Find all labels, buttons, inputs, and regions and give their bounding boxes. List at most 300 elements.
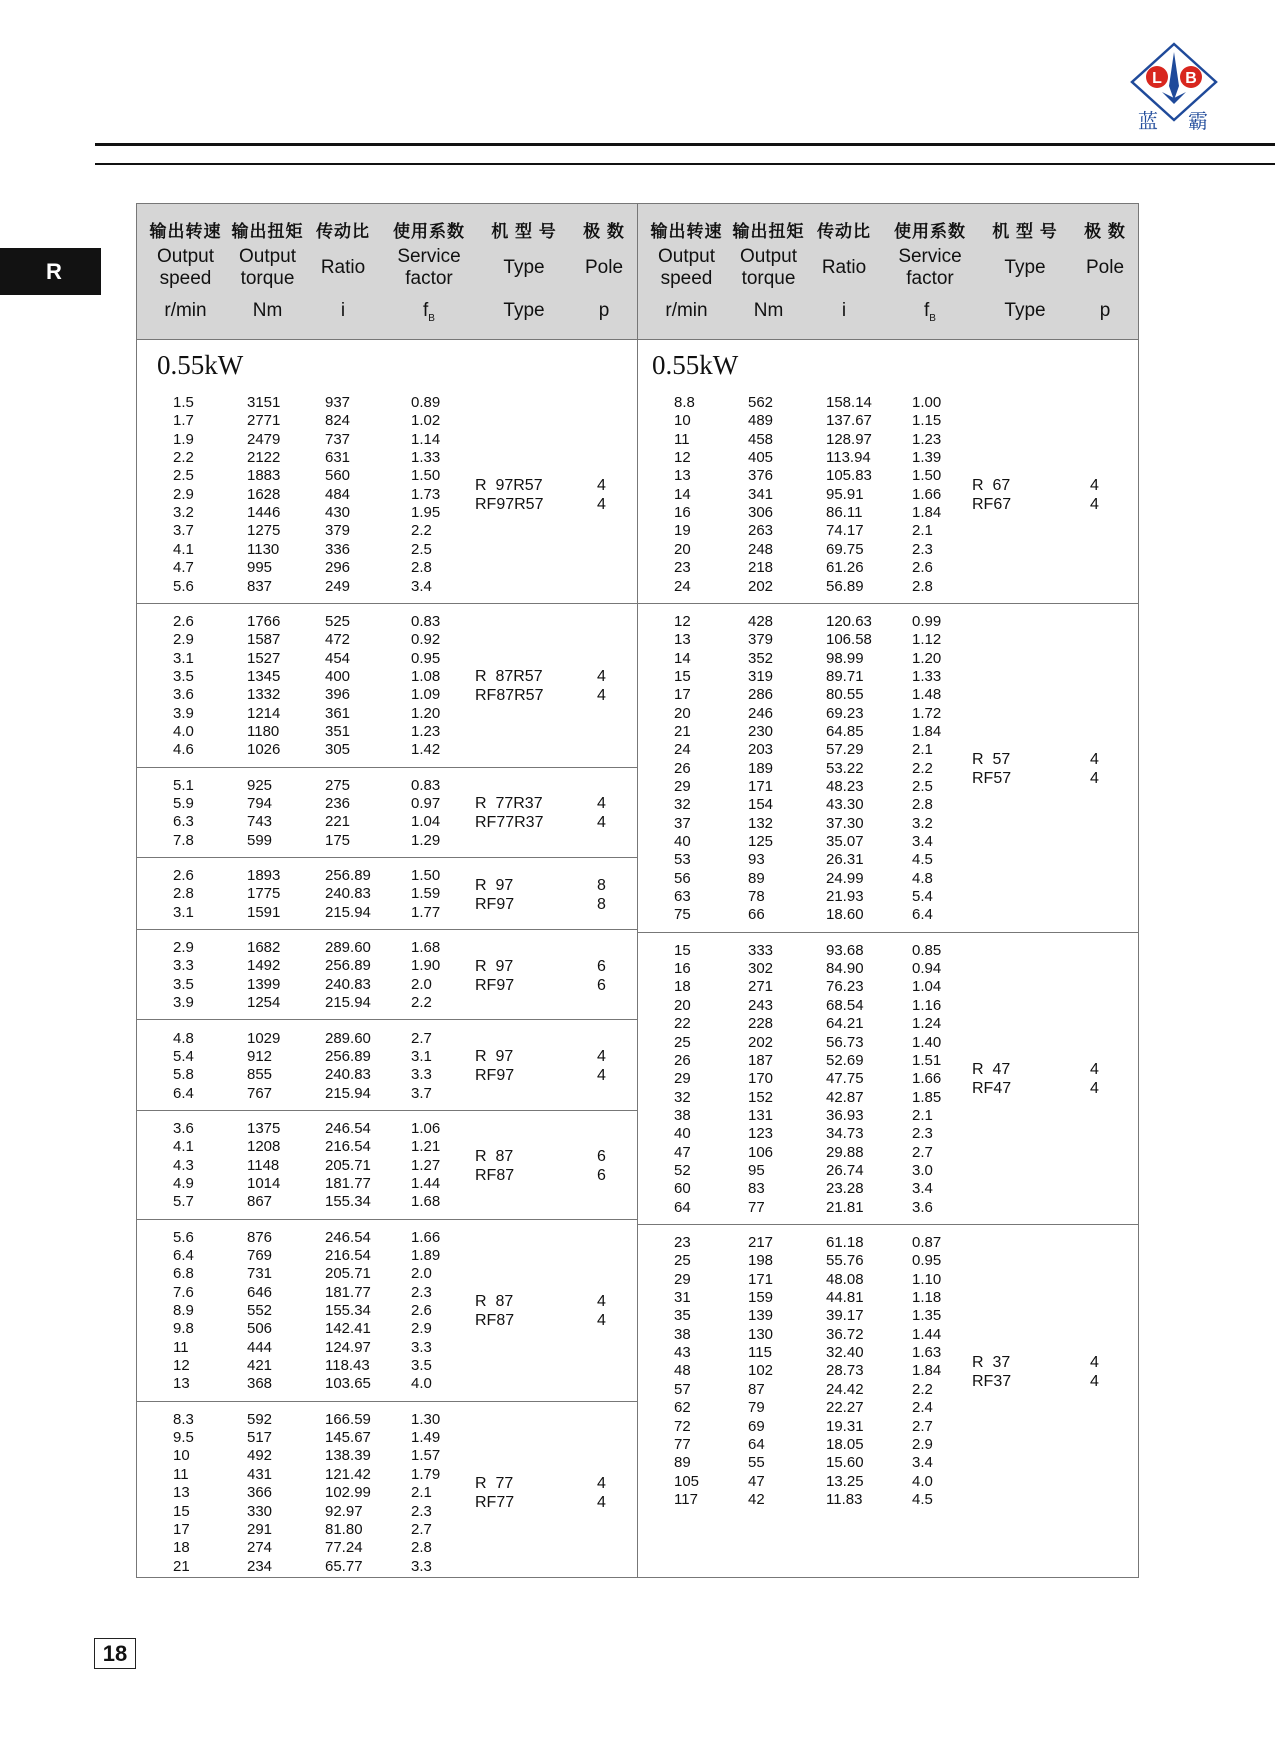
speed-value: 6.4 bbox=[173, 1246, 194, 1264]
ratio-value: 19.31 bbox=[826, 1417, 864, 1435]
torque-value: 1029 bbox=[247, 1029, 281, 1047]
table-row bbox=[137, 686, 637, 704]
service-factor-value: 3.6 bbox=[912, 1198, 933, 1216]
torque-value: 492 bbox=[247, 1447, 273, 1465]
table-row bbox=[137, 1229, 637, 1247]
header-en-line: speed bbox=[660, 268, 713, 289]
table-row bbox=[137, 1284, 637, 1302]
service-factor-value: 1.63 bbox=[912, 1344, 942, 1362]
ratio-value: 92.97 bbox=[325, 1502, 363, 1520]
torque-value: 55 bbox=[748, 1454, 765, 1472]
table-row bbox=[638, 1034, 1138, 1052]
table-row bbox=[137, 723, 637, 741]
service-factor-value: 1.66 bbox=[912, 1070, 942, 1088]
torque-value: 187 bbox=[748, 1051, 774, 1069]
speed-value: 15 bbox=[674, 941, 691, 959]
ratio-value: 39.17 bbox=[826, 1307, 864, 1325]
table-row bbox=[137, 885, 637, 903]
service-factor-value: 1.90 bbox=[411, 957, 441, 975]
ratio-value: 275 bbox=[325, 776, 351, 794]
pole-value bbox=[1090, 1060, 1099, 1098]
ratio-value: 36.72 bbox=[826, 1325, 864, 1343]
torque-value: 1275 bbox=[247, 522, 281, 540]
torque-value: 218 bbox=[748, 559, 774, 577]
ratio-value: 56.89 bbox=[826, 577, 864, 595]
service-factor-value: 1.21 bbox=[411, 1138, 441, 1156]
table-row bbox=[638, 412, 1138, 430]
torque-value: 203 bbox=[748, 741, 774, 759]
ratio-value: 336 bbox=[325, 540, 351, 558]
service-factor-value: 2.8 bbox=[411, 1539, 432, 1557]
torque-value: 366 bbox=[247, 1484, 273, 1502]
speed-value: 63 bbox=[674, 888, 691, 906]
unit-text: Nm bbox=[753, 300, 784, 321]
table-row bbox=[638, 851, 1138, 869]
ratio-value: 155.34 bbox=[325, 1193, 371, 1211]
speed-value: 62 bbox=[674, 1399, 691, 1417]
torque-value: 102 bbox=[748, 1362, 774, 1380]
torque-value: 517 bbox=[247, 1429, 273, 1447]
service-factor-value: 3.5 bbox=[411, 1357, 432, 1375]
torque-value: 1375 bbox=[247, 1119, 281, 1137]
service-factor-value: 2.1 bbox=[411, 1484, 432, 1502]
ratio-value: 28.73 bbox=[826, 1362, 864, 1380]
torque-value: 1766 bbox=[247, 612, 281, 630]
torque-value: 794 bbox=[247, 794, 273, 812]
ratio-value: 256.89 bbox=[325, 867, 371, 885]
service-factor-value: 1.95 bbox=[411, 504, 441, 522]
ratio-value: 18.05 bbox=[826, 1435, 864, 1453]
data-group bbox=[638, 1224, 1138, 1516]
ratio-value: 166.59 bbox=[325, 1410, 371, 1428]
torque-value: 319 bbox=[748, 667, 774, 685]
ratio-value: 80.55 bbox=[826, 686, 864, 704]
page-number: 18 bbox=[94, 1638, 136, 1669]
table-row bbox=[638, 942, 1138, 960]
ratio-value: 61.26 bbox=[826, 559, 864, 577]
speed-value: 29 bbox=[674, 777, 691, 795]
service-factor-value: 2.6 bbox=[912, 559, 933, 577]
header-zh: 极 数 bbox=[1084, 222, 1126, 241]
torque-value: 552 bbox=[247, 1302, 273, 1320]
header-zh: 使用系数 bbox=[393, 222, 465, 241]
service-factor-value: 1.84 bbox=[912, 1362, 942, 1380]
service-factor-value: 1.16 bbox=[912, 996, 942, 1014]
speed-value: 3.5 bbox=[173, 667, 194, 685]
speed-value: 21 bbox=[674, 722, 691, 740]
ratio-value: 106.58 bbox=[826, 631, 872, 649]
service-factor-value: 2.0 bbox=[411, 1265, 432, 1283]
ratio-value: 181.77 bbox=[325, 1283, 371, 1301]
table-row bbox=[638, 1052, 1138, 1070]
ratio-value: 175 bbox=[325, 831, 351, 849]
header-unit bbox=[569, 300, 639, 322]
torque-value: 1893 bbox=[247, 867, 281, 885]
ratio-value: 351 bbox=[325, 722, 351, 740]
table-row bbox=[638, 1362, 1138, 1380]
torque-value: 189 bbox=[748, 759, 774, 777]
ratio-value: 138.39 bbox=[325, 1447, 371, 1465]
service-factor-value: 2.3 bbox=[411, 1283, 432, 1301]
ratio-value: 216.54 bbox=[325, 1138, 371, 1156]
pole-value bbox=[1090, 1353, 1099, 1391]
table-row bbox=[638, 668, 1138, 686]
torque-value: 123 bbox=[748, 1125, 774, 1143]
speed-value: 56 bbox=[674, 869, 691, 887]
table-row bbox=[638, 522, 1138, 540]
torque-value: 132 bbox=[748, 814, 774, 832]
torque-value: 1332 bbox=[247, 686, 281, 704]
torque-value: 3151 bbox=[247, 394, 281, 411]
ratio-value: 256.89 bbox=[325, 957, 371, 975]
ratio-value: 215.94 bbox=[325, 994, 371, 1012]
torque-value: 302 bbox=[748, 960, 774, 978]
table-row bbox=[137, 867, 637, 885]
torque-value: 995 bbox=[247, 559, 273, 577]
service-factor-value: 1.66 bbox=[411, 1228, 441, 1246]
pole-line: 4 bbox=[597, 1048, 606, 1066]
speed-value: 20 bbox=[674, 704, 691, 722]
table-row bbox=[638, 1199, 1138, 1217]
speed-value: 89 bbox=[674, 1454, 691, 1472]
table-row bbox=[638, 467, 1138, 485]
speed-value: 77 bbox=[674, 1435, 691, 1453]
torque-value: 1254 bbox=[247, 994, 281, 1012]
service-factor-value: 0.97 bbox=[411, 794, 441, 812]
torque-value: 855 bbox=[247, 1066, 273, 1084]
ratio-value: 124.97 bbox=[325, 1338, 371, 1356]
speed-value: 5.1 bbox=[173, 776, 194, 794]
speed-value: 26 bbox=[674, 759, 691, 777]
speed-value: 47 bbox=[674, 1143, 691, 1161]
torque-value: 274 bbox=[247, 1539, 273, 1557]
ratio-value: 98.99 bbox=[826, 649, 864, 667]
header-en-line: torque bbox=[741, 268, 796, 289]
speed-value: 52 bbox=[674, 1161, 691, 1179]
service-factor-value: 2.8 bbox=[411, 559, 432, 577]
speed-value: 24 bbox=[674, 577, 691, 595]
table-row bbox=[137, 1120, 637, 1138]
torque-value: 769 bbox=[247, 1246, 273, 1264]
ratio-value: 155.34 bbox=[325, 1302, 371, 1320]
service-factor-value: 3.4 bbox=[912, 1454, 933, 1472]
selection-table bbox=[136, 203, 1139, 1578]
speed-value: 8.3 bbox=[173, 1410, 194, 1428]
ratio-value: 35.07 bbox=[826, 833, 864, 851]
service-factor-value: 1.23 bbox=[411, 722, 441, 740]
speed-value: 14 bbox=[674, 649, 691, 667]
torque-value: 202 bbox=[748, 577, 774, 595]
table-row bbox=[638, 888, 1138, 906]
speed-value: 15 bbox=[674, 667, 691, 685]
unit-text: Nm bbox=[252, 300, 283, 321]
service-factor-value: 3.2 bbox=[912, 814, 933, 832]
type-value: R 47 RF47 bbox=[972, 1061, 1012, 1098]
table-row bbox=[137, 1558, 637, 1576]
service-factor-value: 1.33 bbox=[411, 449, 441, 467]
service-factor-value: 4.0 bbox=[912, 1472, 933, 1490]
ratio-value: 430 bbox=[325, 504, 351, 522]
torque-value: 599 bbox=[247, 831, 273, 849]
pole-value bbox=[597, 957, 606, 995]
speed-value: 2.9 bbox=[173, 631, 194, 649]
speed-value: 12 bbox=[173, 1357, 190, 1375]
speed-value: 14 bbox=[674, 485, 691, 503]
pole-line: 4 bbox=[1090, 1061, 1099, 1079]
ratio-value: 55.76 bbox=[826, 1252, 864, 1270]
table-row bbox=[638, 960, 1138, 978]
torque-value: 1587 bbox=[247, 631, 281, 649]
torque-value: 1527 bbox=[247, 649, 281, 667]
torque-value: 867 bbox=[247, 1193, 273, 1211]
torque-value: 837 bbox=[247, 577, 273, 595]
unit-text: Type bbox=[503, 300, 545, 321]
speed-value: 17 bbox=[173, 1520, 190, 1538]
header-en-line: Output bbox=[238, 246, 297, 267]
torque-value: 64 bbox=[748, 1435, 765, 1453]
header-en-line: Output bbox=[657, 246, 716, 267]
service-factor-value: 1.68 bbox=[411, 939, 441, 957]
speed-value: 29 bbox=[674, 1070, 691, 1088]
ratio-value: 24.99 bbox=[826, 869, 864, 887]
speed-value: 5.8 bbox=[173, 1066, 194, 1084]
speed-value: 6.4 bbox=[173, 1084, 194, 1102]
ratio-value: 142.41 bbox=[325, 1320, 371, 1338]
torque-value: 171 bbox=[748, 777, 774, 795]
service-factor-value: 1.23 bbox=[912, 430, 942, 448]
torque-value: 925 bbox=[247, 776, 273, 794]
ratio-value: 69.23 bbox=[826, 704, 864, 722]
speed-value: 2.6 bbox=[173, 867, 194, 885]
table-row bbox=[638, 1070, 1138, 1088]
header-en-line: Ratio bbox=[821, 257, 867, 278]
table-row bbox=[638, 541, 1138, 559]
speed-value: 64 bbox=[674, 1198, 691, 1216]
torque-value: 154 bbox=[748, 796, 774, 814]
table-row bbox=[638, 1107, 1138, 1125]
torque-value: 130 bbox=[748, 1325, 774, 1343]
ratio-value: 57.29 bbox=[826, 741, 864, 759]
header-en-line: Type bbox=[1004, 257, 1046, 278]
ratio-value: 56.73 bbox=[826, 1033, 864, 1051]
speed-value: 3.2 bbox=[173, 504, 194, 522]
service-factor-value: 1.50 bbox=[411, 467, 441, 485]
table-row bbox=[638, 723, 1138, 741]
speed-value: 2.8 bbox=[173, 885, 194, 903]
ratio-value: 11.83 bbox=[826, 1490, 863, 1508]
table-row bbox=[638, 796, 1138, 814]
header-en-line: Service bbox=[397, 246, 461, 267]
service-factor-value: 2.7 bbox=[912, 1143, 933, 1161]
pole-line: 4 bbox=[597, 687, 606, 705]
ratio-value: 29.88 bbox=[826, 1143, 864, 1161]
speed-value: 4.6 bbox=[173, 741, 194, 759]
ratio-value: 43.30 bbox=[826, 796, 864, 814]
header-col bbox=[975, 204, 1075, 339]
torque-value: 66 bbox=[748, 906, 765, 924]
ratio-value: 249 bbox=[325, 577, 351, 595]
torque-value: 1026 bbox=[247, 741, 281, 759]
header-en bbox=[975, 257, 1075, 279]
torque-value: 271 bbox=[748, 978, 774, 996]
torque-value: 646 bbox=[247, 1283, 273, 1301]
speed-value: 1.9 bbox=[173, 430, 194, 448]
speed-value: 23 bbox=[674, 1234, 691, 1252]
speed-value: 10 bbox=[173, 1447, 190, 1465]
header-zh: 输出扭矩 bbox=[231, 222, 304, 241]
ratio-value: 64.85 bbox=[826, 722, 864, 740]
torque-value: 115 bbox=[748, 1344, 772, 1362]
service-factor-value: 2.4 bbox=[912, 1399, 933, 1417]
speed-value: 5.6 bbox=[173, 1228, 194, 1246]
speed-value: 43 bbox=[674, 1344, 691, 1362]
top-rule-thin bbox=[95, 163, 1275, 165]
speed-value: 11 bbox=[173, 1465, 189, 1483]
speed-value: 7.8 bbox=[173, 831, 194, 849]
pole-value bbox=[597, 876, 606, 914]
speed-value: 13 bbox=[173, 1484, 190, 1502]
top-rule bbox=[95, 143, 1275, 146]
speed-value: 8.8 bbox=[674, 394, 695, 411]
table-row bbox=[638, 1491, 1138, 1509]
pole-line: 4 bbox=[597, 795, 606, 813]
table-row bbox=[638, 1144, 1138, 1162]
power-label: 0.55kW bbox=[157, 350, 244, 380]
ratio-value: 76.23 bbox=[826, 978, 864, 996]
unit-text: Type bbox=[1004, 300, 1046, 321]
pole-line: 4 bbox=[597, 814, 606, 832]
torque-value: 170 bbox=[748, 1070, 774, 1088]
speed-value: 2.9 bbox=[173, 485, 194, 503]
type-value: R 67 RF67 bbox=[972, 476, 1012, 513]
speed-value: 3.5 bbox=[173, 975, 194, 993]
torque-value: 2122 bbox=[247, 449, 281, 467]
ratio-value: 48.23 bbox=[826, 777, 864, 795]
header-en bbox=[379, 246, 479, 290]
ratio-value: 44.81 bbox=[826, 1289, 864, 1307]
torque-value: 421 bbox=[247, 1357, 273, 1375]
service-factor-value: 2.5 bbox=[411, 540, 432, 558]
speed-value: 2.6 bbox=[173, 612, 194, 630]
speed-value: 3.3 bbox=[173, 957, 194, 975]
speed-value: 12 bbox=[674, 612, 691, 630]
header-col bbox=[569, 204, 639, 339]
speed-value: 20 bbox=[674, 996, 691, 1014]
torque-value: 562 bbox=[748, 394, 774, 411]
ratio-value: 937 bbox=[325, 394, 351, 411]
table-row bbox=[137, 976, 637, 994]
torque-value: 352 bbox=[748, 649, 774, 667]
speed-value: 3.7 bbox=[173, 522, 194, 540]
service-factor-value: 0.89 bbox=[411, 394, 441, 411]
table-row bbox=[638, 705, 1138, 723]
table-row bbox=[137, 1066, 637, 1084]
table-row bbox=[137, 939, 637, 957]
table-row bbox=[137, 1466, 637, 1484]
speed-value: 13 bbox=[674, 631, 691, 649]
service-factor-value: 1.18 bbox=[912, 1289, 942, 1307]
data-group bbox=[638, 603, 1138, 933]
service-factor-value: 1.44 bbox=[411, 1174, 441, 1192]
ratio-value: 102.99 bbox=[325, 1484, 371, 1502]
service-factor-value: 1.29 bbox=[411, 831, 441, 849]
table-row bbox=[638, 1307, 1138, 1325]
speed-value: 22 bbox=[674, 1015, 691, 1033]
table-row bbox=[638, 978, 1138, 996]
table-row bbox=[137, 741, 637, 759]
type-value: R 77R37 RF77R37 bbox=[475, 795, 544, 832]
speed-value: 20 bbox=[674, 540, 691, 558]
table-row bbox=[137, 1357, 637, 1375]
speed-value: 4.9 bbox=[173, 1174, 194, 1192]
service-factor-value: 0.95 bbox=[912, 1252, 942, 1270]
table-row bbox=[137, 1247, 637, 1265]
speed-value: 6.8 bbox=[173, 1265, 194, 1283]
type-value: R 87R57 RF87R57 bbox=[475, 668, 544, 705]
table-row bbox=[638, 1399, 1138, 1417]
torque-value: 376 bbox=[748, 467, 774, 485]
ratio-value: 53.22 bbox=[826, 759, 864, 777]
table-header bbox=[638, 204, 1138, 340]
ratio-value: 105.83 bbox=[826, 467, 872, 485]
ratio-value: 26.74 bbox=[826, 1161, 864, 1179]
torque-value: 106 bbox=[748, 1143, 774, 1161]
unit-subscript: B bbox=[428, 312, 435, 324]
header-unit bbox=[803, 300, 885, 322]
speed-value: 13 bbox=[173, 1375, 190, 1393]
header-zh: 输出扭矩 bbox=[732, 222, 805, 241]
torque-value: 152 bbox=[748, 1088, 774, 1106]
ratio-value: 246.54 bbox=[325, 1228, 371, 1246]
header-zh: 传动比 bbox=[316, 222, 370, 241]
table-row bbox=[638, 815, 1138, 833]
pole-line: 4 bbox=[1090, 495, 1099, 513]
pole-value bbox=[597, 667, 606, 705]
ratio-value: 216.54 bbox=[325, 1246, 371, 1264]
table-row bbox=[137, 613, 637, 631]
torque-value: 77 bbox=[748, 1198, 765, 1216]
service-factor-value: 0.95 bbox=[411, 649, 441, 667]
header-unit bbox=[474, 300, 574, 322]
speed-value: 2.9 bbox=[173, 939, 194, 957]
torque-value: 95 bbox=[748, 1161, 765, 1179]
speed-value: 35 bbox=[674, 1307, 691, 1325]
torque-value: 330 bbox=[247, 1502, 273, 1520]
header-zh: 输出转速 bbox=[650, 222, 723, 241]
speed-value: 21 bbox=[173, 1557, 190, 1575]
ratio-value: 18.60 bbox=[826, 906, 864, 924]
service-factor-value: 3.4 bbox=[411, 577, 432, 595]
torque-value: 1591 bbox=[247, 903, 281, 921]
table-row bbox=[638, 833, 1138, 851]
service-factor-value: 1.09 bbox=[411, 686, 441, 704]
ratio-value: 454 bbox=[325, 649, 351, 667]
header-col bbox=[474, 204, 574, 339]
table-row bbox=[137, 1175, 637, 1193]
torque-value: 306 bbox=[748, 504, 774, 522]
pole-line: 4 bbox=[597, 1494, 606, 1512]
torque-value: 379 bbox=[748, 631, 774, 649]
table-row bbox=[638, 578, 1138, 596]
table-row bbox=[137, 449, 637, 467]
ratio-value: 86.11 bbox=[826, 504, 863, 522]
table-row bbox=[638, 631, 1138, 649]
logo-letter-b: B bbox=[1185, 70, 1197, 87]
table-row bbox=[137, 1085, 637, 1103]
torque-value: 333 bbox=[748, 941, 774, 959]
header-zh: 传动比 bbox=[817, 222, 871, 241]
ratio-value: 560 bbox=[325, 467, 351, 485]
